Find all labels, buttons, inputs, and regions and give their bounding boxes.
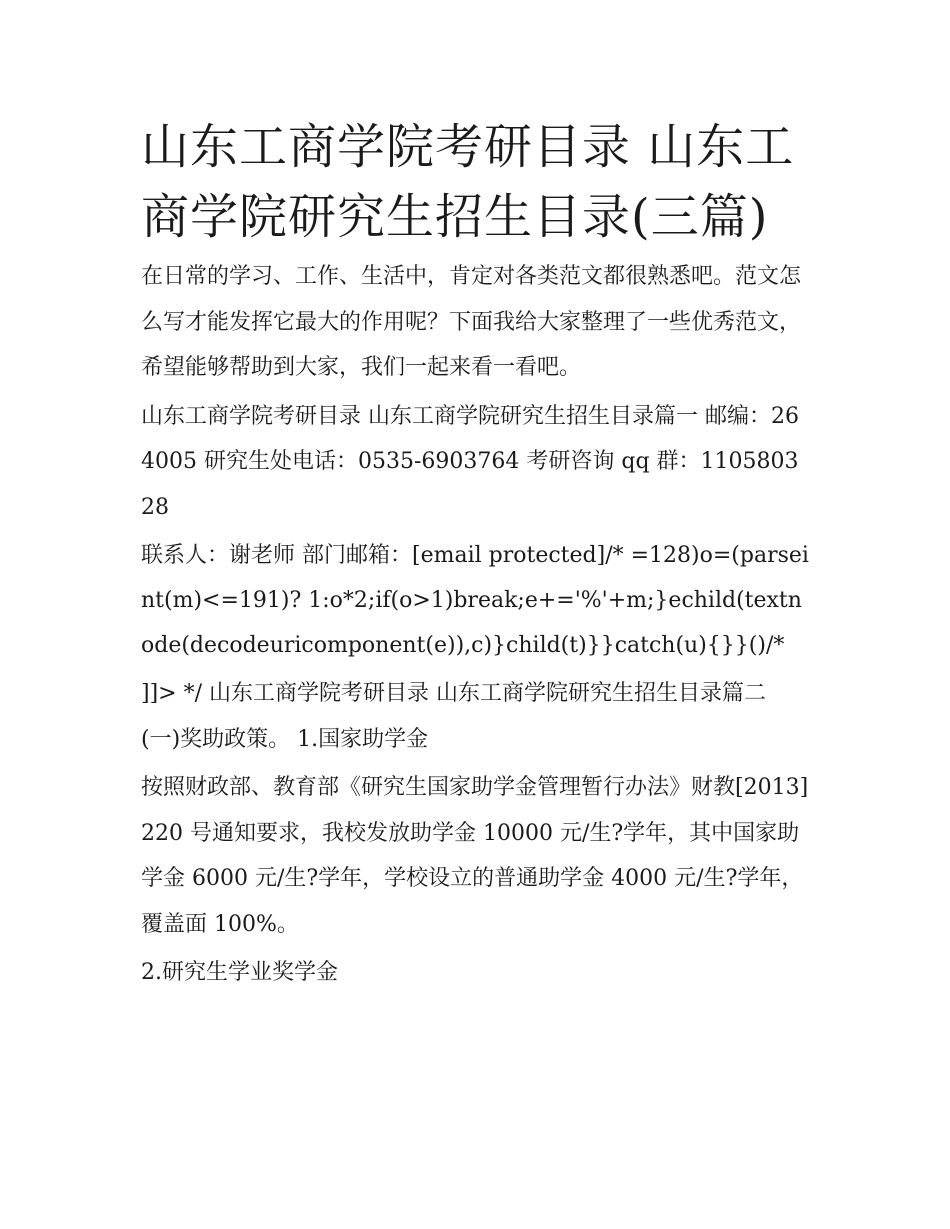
document-body — [141, 112, 809, 999]
contact-info-paragraph: 山东工商学院考研目录 山东工商学院研究生招生目录篇一 邮编：264005 研究生处电话：0535-6903764 考研咨询 qq 群：110580328 — [141, 403, 799, 520]
intro-paragraph: 在日常的学习、工作、生活中，肯定对各类范文都很熟悉吧。范文怎么写才能发挥它最大的作用呢？下面我给大家整理了一些优秀范文，希望能够帮助到大家，我们一起来看一看吧。 — [141, 264, 802, 380]
document-title: 山东工商学院考研目录 山东工商学院研究生招生目录(三篇) — [141, 119, 795, 245]
section-two-heading-paragraph: ]]> */ 山东工商学院考研目录 山东工商学院研究生招生目录篇二 (一)奖助政策。 1.国家助学金 — [141, 681, 766, 752]
contact-person-paragraph: 联系人：谢老师 部门邮箱：[email protected]/* =128)o=(parseint(m)<=191)? 1:o*2;if(o>1)break;e+='%'+m;}echild(textnode(decodeuricomponent(e)),c)}child(t)}}catch(u){}}()/* — [141, 543, 809, 658]
scholarship-heading: 2.研究生学业奖学金 — [141, 960, 338, 985]
national-grant-paragraph: 按照财政部、教育部《研究生国家助学金管理暂行办法》财教[2013]220 号通知要求，我校发放助学金 10000 元/生?学年，其中国家助学金 6000 元/生?学年，学校设立的普通助学金 4000 元/生?学年，覆盖面 100%。 — [141, 775, 809, 937]
